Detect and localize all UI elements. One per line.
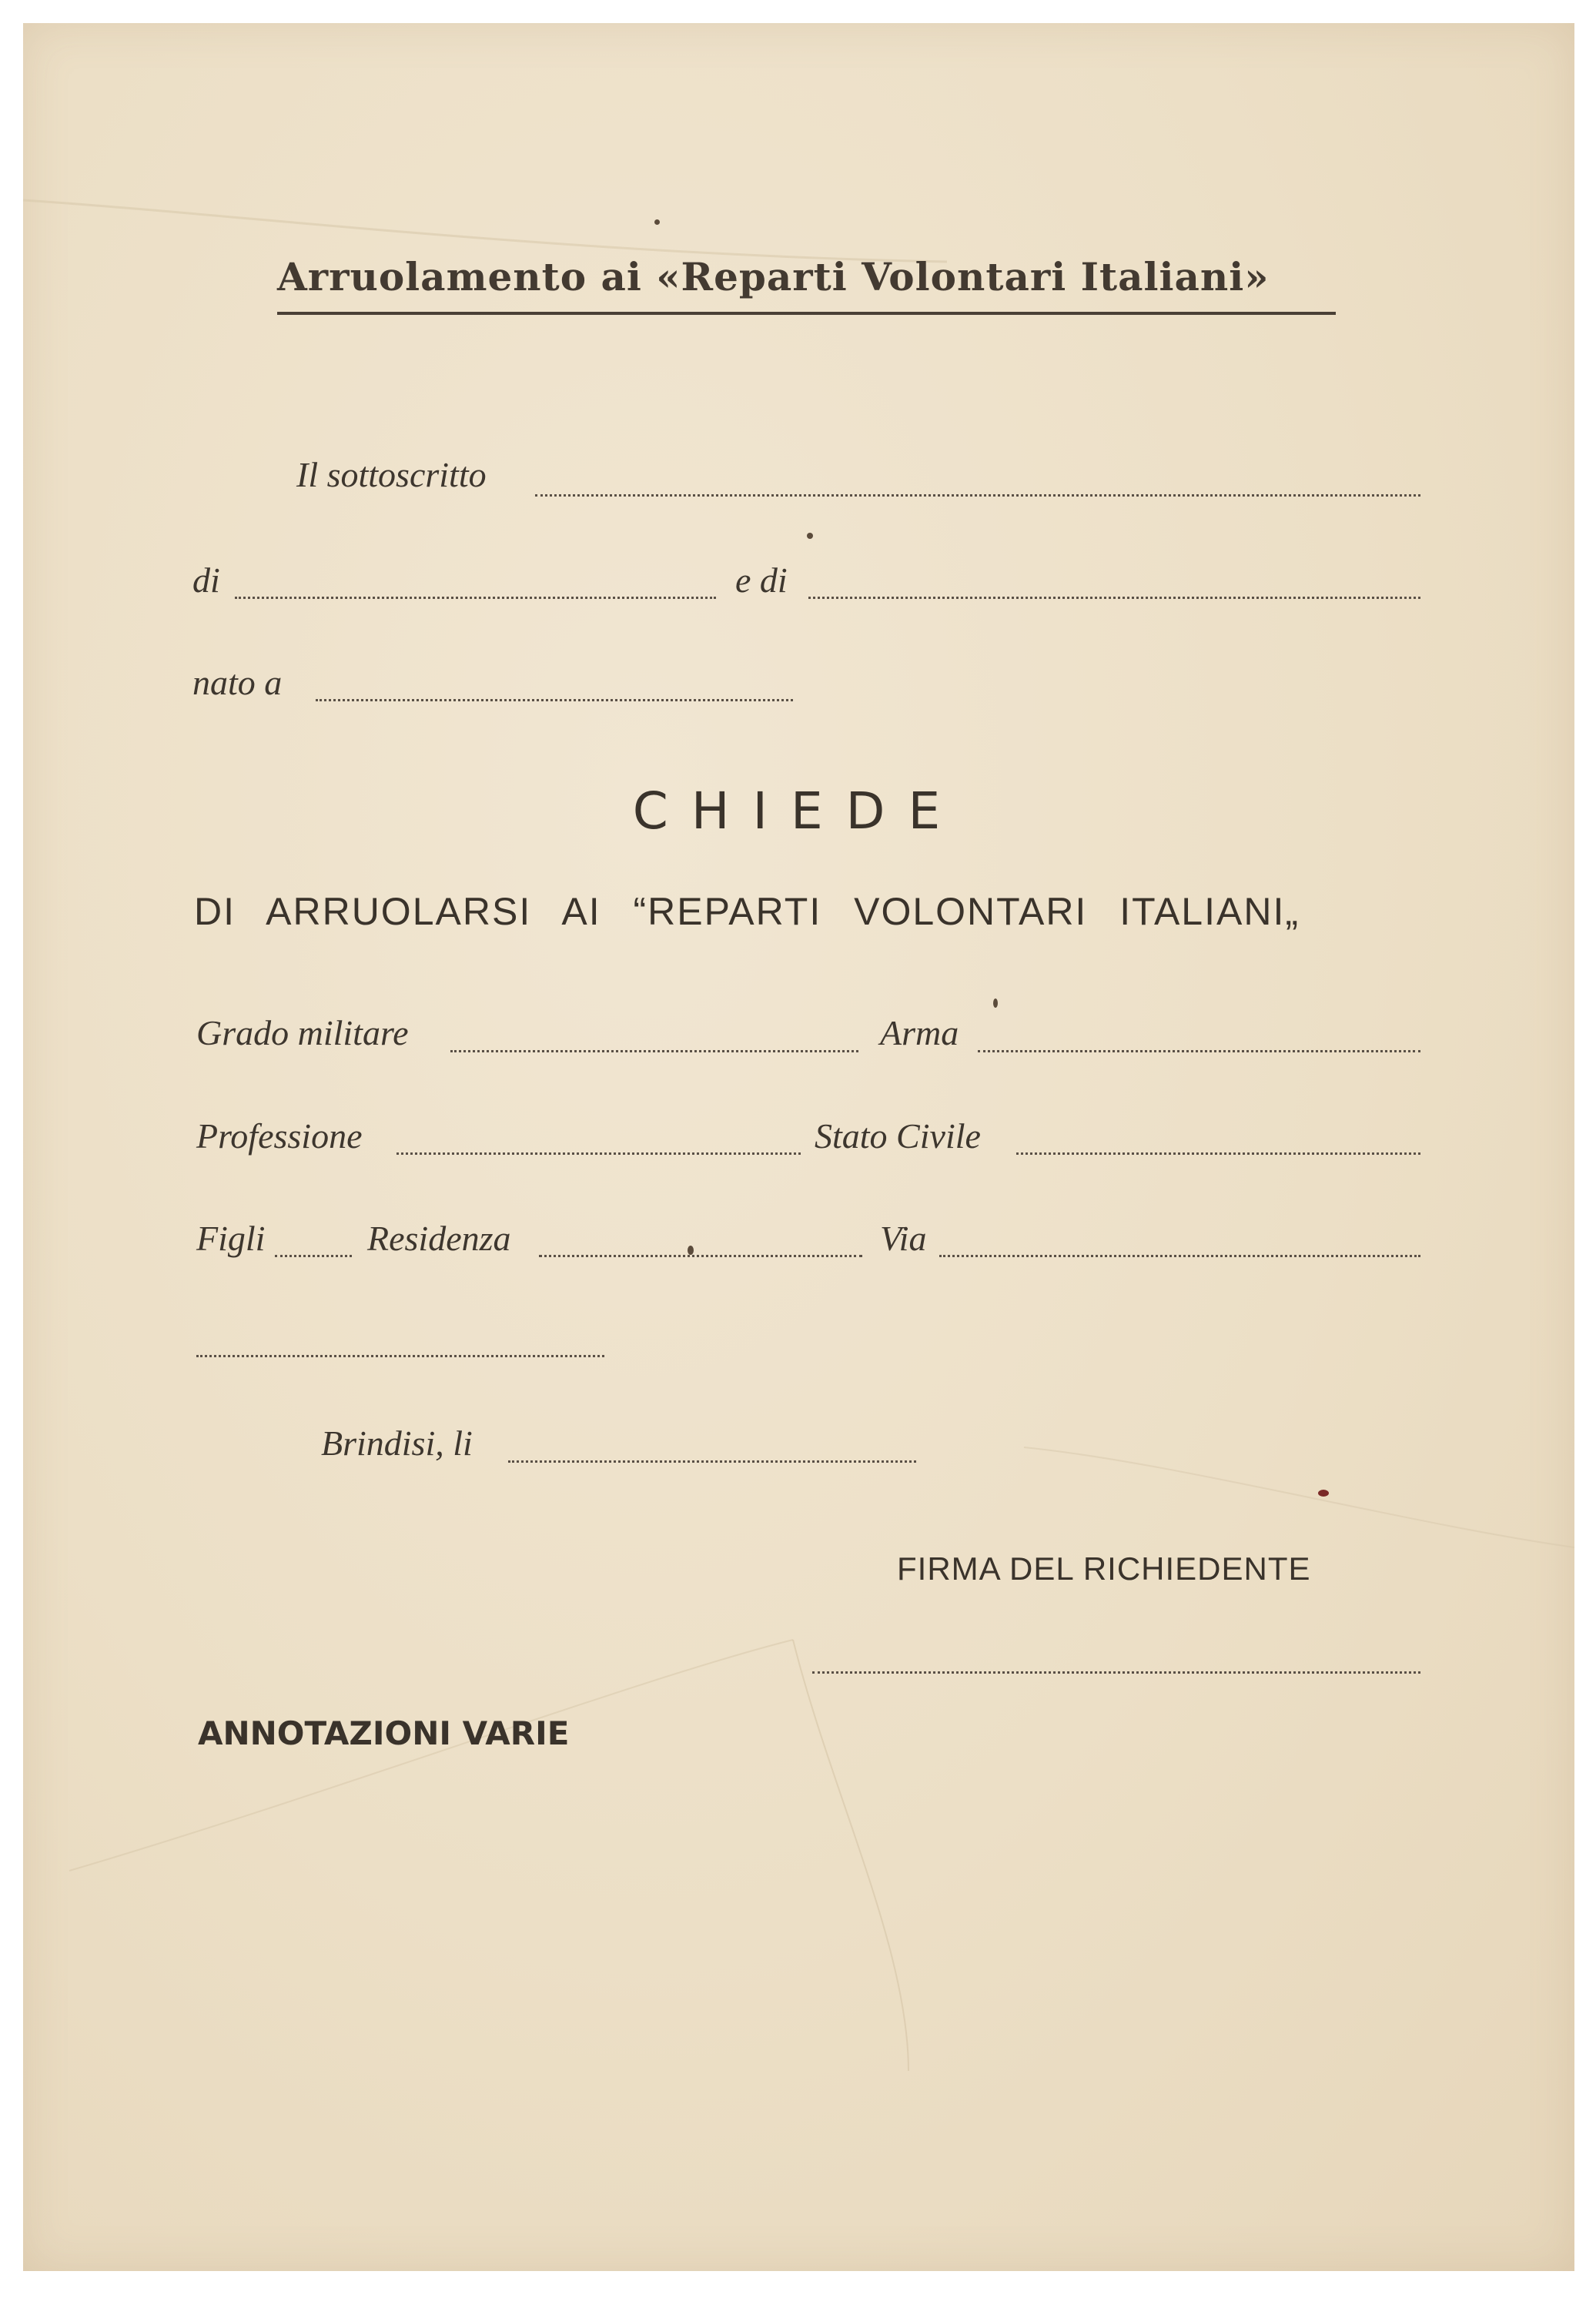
field-arma[interactable] [978,1050,1420,1052]
label-residenza: Residenza [367,1219,511,1258]
label-e-di: e di [735,560,788,600]
label-grado-militare: Grado militare [196,1013,409,1052]
field-address-continuation[interactable] [196,1355,604,1357]
field-grado-militare[interactable] [450,1050,858,1052]
field-nato-a[interactable] [316,699,793,701]
request-text: DI ARRUOLARSI AI “REPARTI VOLONTARI ITALIANI„ [194,890,1300,933]
label-sottoscritto: Il sottoscritto [296,455,487,494]
chiede-heading: CHIEDE [632,781,964,841]
ink-speck [993,998,998,1008]
label-stato-civile: Stato Civile [815,1116,981,1156]
field-signature[interactable] [812,1671,1420,1674]
field-via[interactable] [939,1255,1420,1257]
ink-speck [688,1246,694,1255]
field-professione[interactable] [396,1152,801,1155]
label-figli: Figli [196,1219,266,1258]
ink-speck [807,533,813,539]
label-di: di [192,560,220,600]
label-brindisi-li: Brindisi, li [321,1423,473,1463]
page-title: Arruolamento ai «Reparti Volontari Italiani» [277,254,1270,299]
field-figli[interactable] [275,1255,352,1257]
label-professione: Professione [196,1116,363,1156]
field-date[interactable] [508,1460,916,1463]
field-residenza[interactable] [539,1255,862,1257]
red-ink-stain [1318,1490,1329,1497]
label-via: Via [880,1219,927,1258]
field-sottoscritto[interactable] [535,494,1420,497]
ink-speck [654,219,660,225]
notes-heading: ANNOTAZIONI VARIE [198,1714,570,1752]
label-arma: Arma [880,1013,959,1052]
signature-label: FIRMA DEL RICHIEDENTE [897,1550,1311,1587]
field-stato-civile[interactable] [1016,1152,1420,1155]
label-nato-a: nato a [192,663,283,702]
field-e-di[interactable] [808,597,1420,599]
field-di[interactable] [235,597,716,599]
title-underline [277,312,1336,315]
